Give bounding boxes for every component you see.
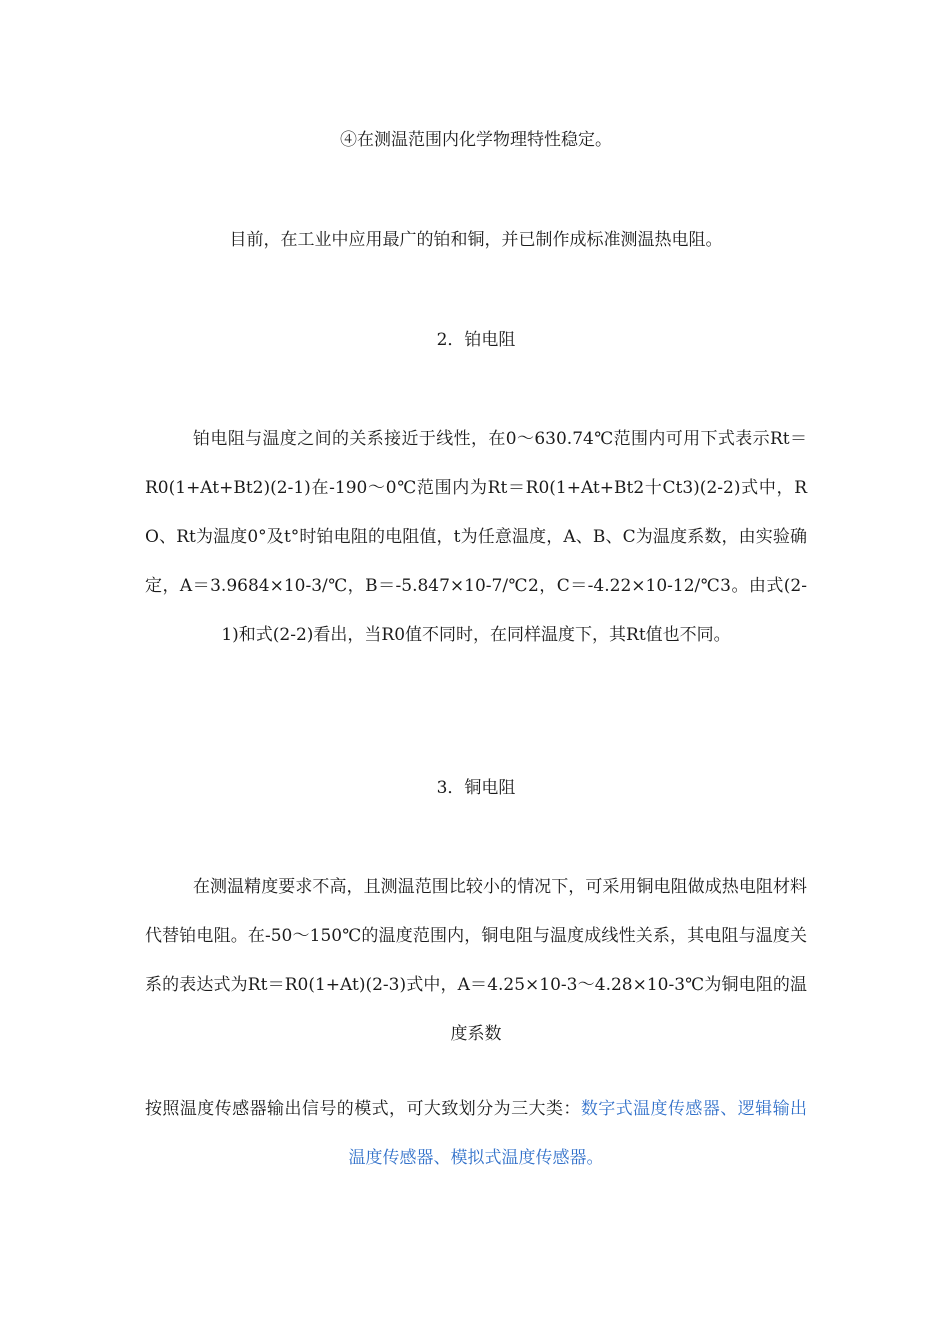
paragraph-industrial-use: 目前，在工业中应用最广的铂和铜，并已制作成标准测温热电阻。 — [229, 230, 723, 250]
sentence-end: 。 — [586, 1148, 604, 1168]
separator-comma: 、 — [720, 1099, 738, 1119]
section-heading-copper-resistance: 3．铜电阻 — [436, 778, 516, 798]
paragraph-chemical-stability: ④在测温范围内化学物理特性稳定。 — [340, 130, 612, 150]
paragraph-platinum-resistance: 铂电阻与温度之间的关系接近于线性，在0～630.74℃范围内可用下式表示Rt＝R0(1+At+Bt2)(2-1)在-190～0℃范围内为Rt＝R0(1+At+Bt2十Ct3)(2-2)式中，RO、Rt为温度0°及t°时铂电阻的电阻值，t为任意温度，A、B、C为温度系数，由实验确定，A＝3.9684×10-3/℃，B＝-5.847×10-7/℃2，C＝-4.22×10-12/℃3。由式(2-1)和式(2-2)看出，当R0值不同时，在同样温度下，其Rt值也不同。 — [145, 429, 807, 645]
link-digital-temperature-sensor[interactable]: 数字式温度传感器 — [580, 1099, 721, 1119]
sensor-categories-intro: 按照温度传感器输出信号的模式，可大致划分为三大类： — [145, 1099, 581, 1119]
section-heading-platinum-resistance: 2．铂电阻 — [436, 330, 516, 350]
link-analog-temperature-sensor[interactable]: 模拟式温度传感器 — [450, 1148, 587, 1168]
link-logic-output-temperature-sensor[interactable]: 逻辑输出温度传感器 — [348, 1099, 808, 1168]
separator-comma: 、 — [433, 1148, 451, 1168]
paragraph-sensor-categories — [145, 1085, 807, 1183]
paragraph-copper-resistance: 在测温精度要求不高，且测温范围比较小的情况下，可采用铜电阻做成热电阻材料代替铂电阻。在-50～150℃的温度范围内，铜电阻与温度成线性关系，其电阻与温度关系的表达式为Rt＝R0(1+At)(2-3)式中，A＝4.25×10-3～4.28×10-3℃为铜电阻的温度系数 — [145, 877, 807, 1044]
